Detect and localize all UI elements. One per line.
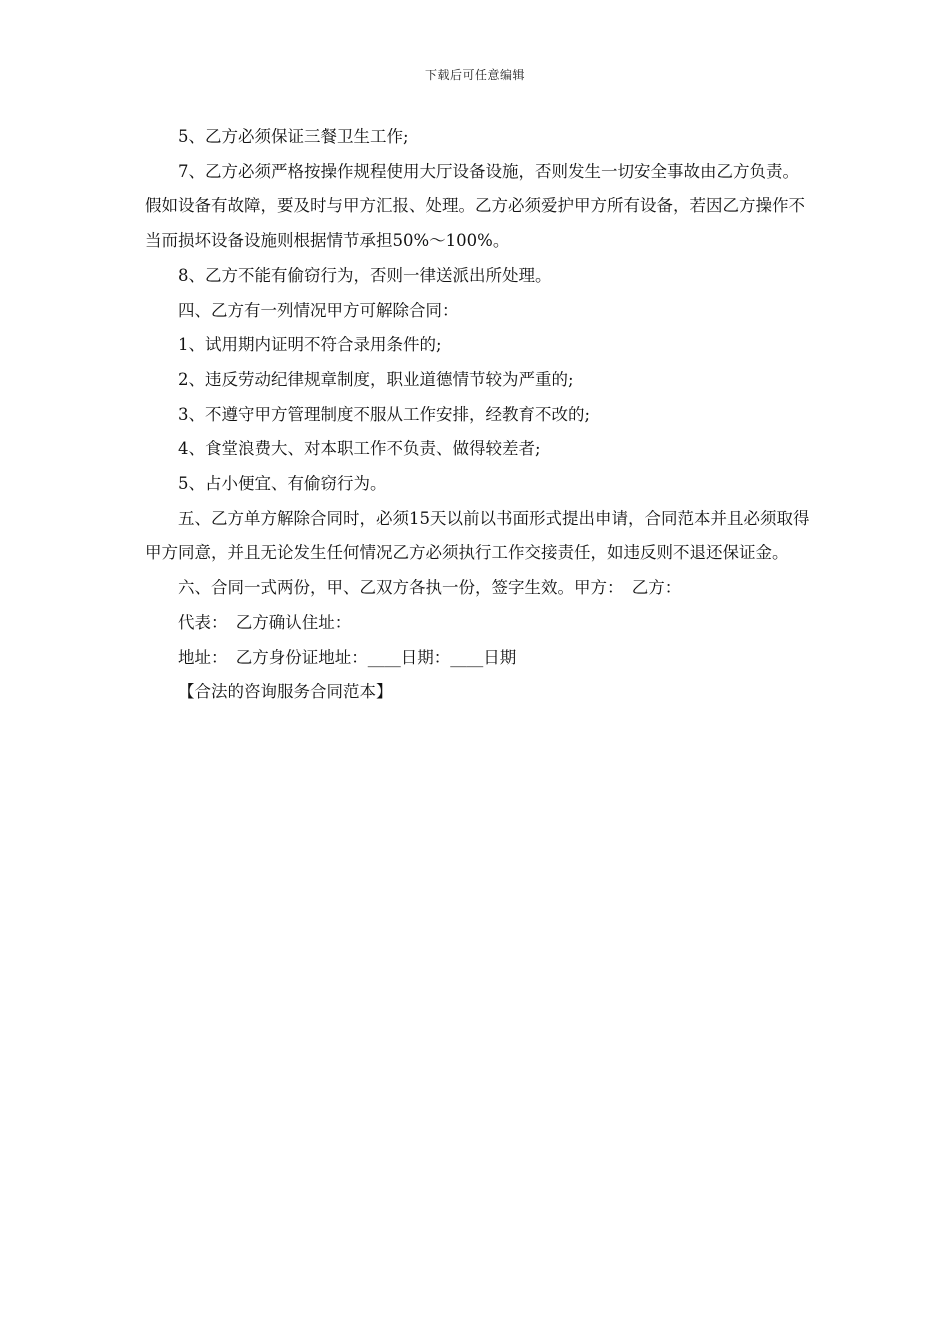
representative-line: 代表： 乙方确认住址： — [178, 612, 352, 632]
paragraph: 五、乙方单方解除合同时，必须15天以前以书面形式提出申请，合同范本并且必须取得甲方同意，并且无论发生任何情况乙方必须执行工作交接责任，如违反则不退还保证金。 — [145, 508, 810, 563]
list-item: 5、占小便宜、有偷窃行为。 — [178, 474, 387, 494]
section-heading: 四、乙方有一列情况甲方可解除合同： — [178, 300, 459, 320]
document-body — [145, 120, 810, 710]
list-item: 4、食堂浪费大、对本职工作不负责、做得较差者; — [178, 439, 541, 459]
page-header-note: 下载后可任意编辑 — [424, 68, 525, 82]
list-item: 1、试用期内证明不符合录用条件的; — [178, 335, 442, 355]
paragraph: 8、乙方不能有偷窃行为，否则一律送派出所处理。 — [178, 265, 552, 285]
list-item: 3、不遵守甲方管理制度不服从工作安排，经教育不改的; — [178, 404, 591, 424]
address-line: 地址： 乙方身份证地址：____日期：____日期 — [178, 647, 517, 667]
paragraph: 5、乙方必须保证三餐卫生工作; — [178, 127, 409, 146]
signature-line: 六、合同一式两份，甲、乙双方各执一份，签字生效。甲方： 乙方： — [178, 578, 682, 598]
paragraph: 7、乙方必须严格按操作规程使用大厅设备设施，否则发生一切安全事故由乙方负责。假如设备有故障，要及时与甲方汇报、处理。乙方必须爱护甲方所有设备，若因乙方操作不当而损坏设备设施则根据情节承担50%～100%。 — [145, 161, 805, 251]
document-footer-title: 【合法的咨询服务合同范本】 — [178, 682, 393, 702]
list-item: 2、违反劳动纪律规章制度，职业道德情节较为严重的; — [178, 369, 574, 389]
